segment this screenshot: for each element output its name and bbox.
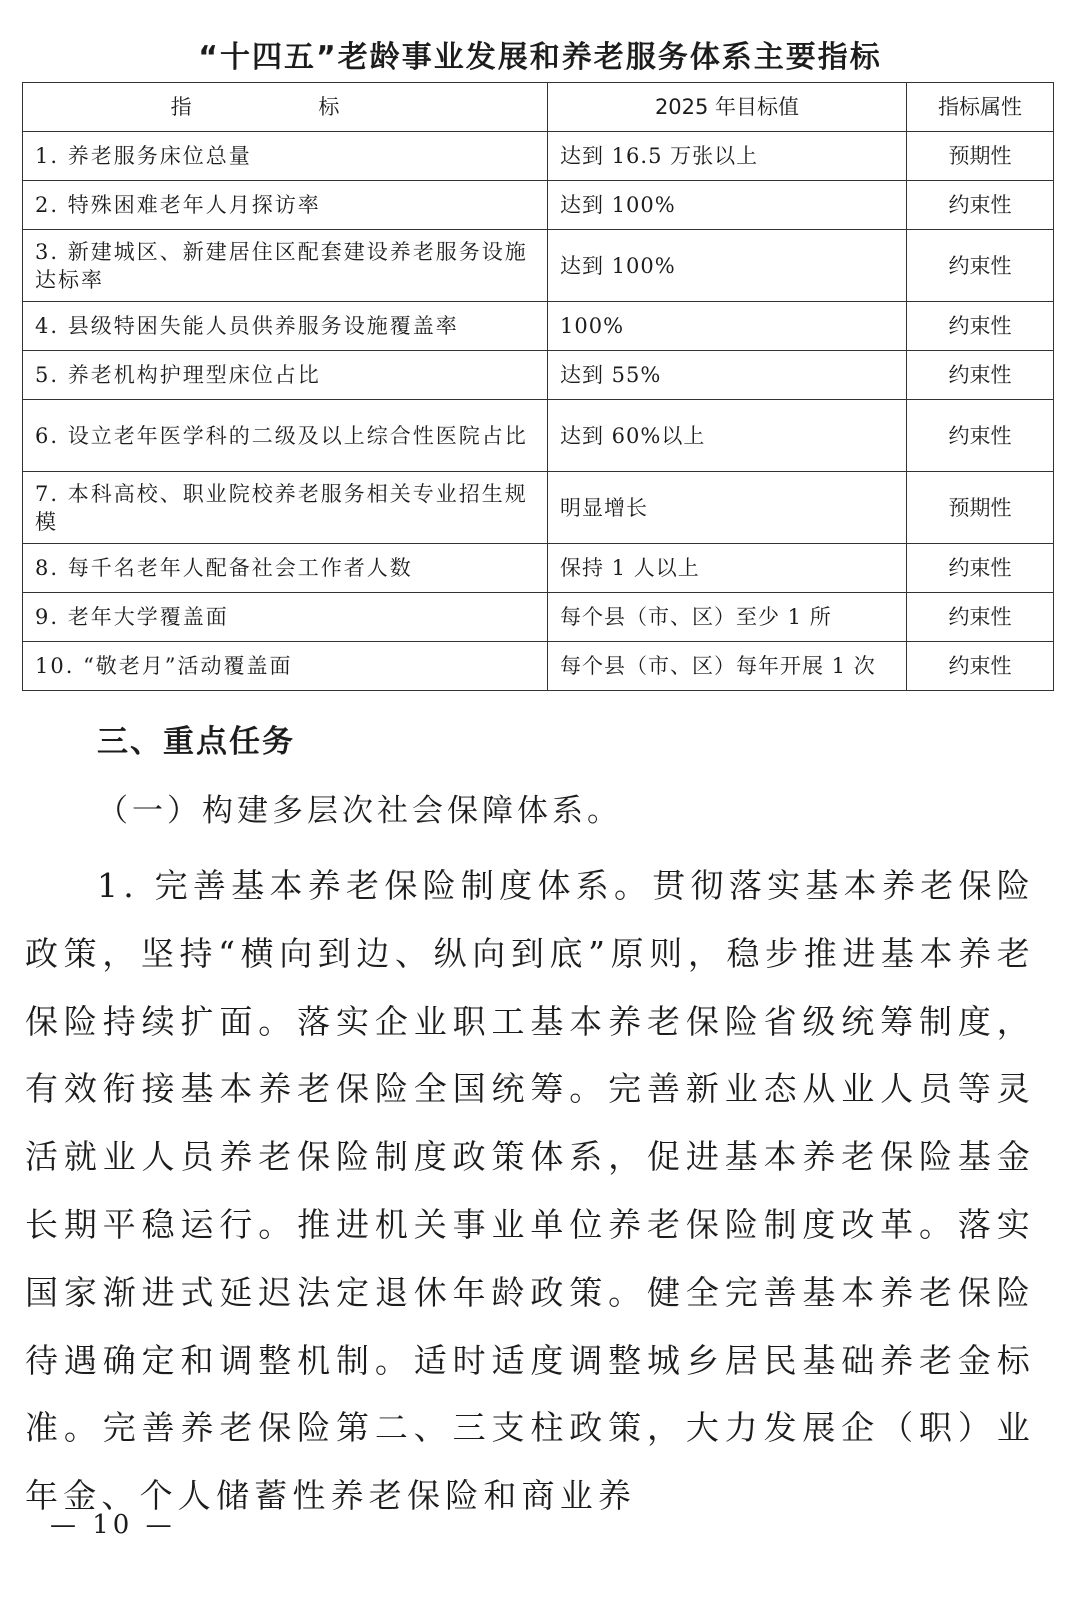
table-row [23, 230, 1054, 302]
table-row [23, 544, 1054, 593]
table-row [23, 181, 1054, 230]
indicator-name: 9. 老年大学覆盖面 [23, 593, 548, 642]
table-row [23, 400, 1054, 472]
indicator-target: 达到 60%以上 [548, 400, 907, 472]
indicator-attribute: 约束性 [907, 593, 1054, 642]
indicator-target: 达到 55% [548, 351, 907, 400]
table-title: “十四五”老龄事业发展和养老服务体系主要指标 [198, 40, 882, 75]
indicator-target: 达到 16.5 万张以上 [548, 132, 907, 181]
table-row [23, 472, 1054, 544]
indicator-attribute: 约束性 [907, 351, 1054, 400]
indicator-name: 1. 养老服务床位总量 [23, 132, 548, 181]
table-row [23, 302, 1054, 351]
indicator-name: 6. 设立老年医学科的二级及以上综合性医院占比 [23, 400, 548, 472]
indicator-name: 7. 本科高校、职业院校养老服务相关专业招生规模 [23, 472, 548, 544]
table-row [23, 642, 1054, 691]
indicator-name: 4. 县级特困失能人员供养服务设施覆盖率 [23, 302, 548, 351]
indicator-name: 10. “敬老月”活动覆盖面 [23, 642, 548, 691]
table-header-row [23, 83, 1054, 132]
indicators-table [22, 82, 1054, 691]
indicator-target: 明显增长 [548, 472, 907, 544]
indicator-attribute: 预期性 [907, 472, 1054, 544]
indicator-name: 5. 养老机构护理型床位占比 [23, 351, 548, 400]
indicator-name: 3. 新建城区、新建居住区配套建设养老服务设施达标率 [23, 230, 548, 302]
header-indicator: 指 标 [23, 83, 548, 132]
header-target: 2025 年目标值 [548, 83, 907, 132]
section-heading: 三、重点任务 [97, 724, 295, 760]
indicator-attribute: 约束性 [907, 302, 1054, 351]
indicator-target: 每个县（市、区）至少 1 所 [548, 593, 907, 642]
body-paragraph: 1. 完善基本养老保险制度体系。贯彻落实基本养老保险政策，坚持“横向到边、纵向到底”原则，稳步推进基本养老保险持续扩面。落实企业职工基本养老保险省级统筹制度，有效衔接基本养老保险全国统筹。完善新业态从业人员等灵活就业人员养老保险制度政策体系，促进基本养老保险基金长期平稳运行。推进机关事业单位养老保险制度改革。落实国家渐进式延迟法定退休年龄政策。健全完善基本养老保险待遇确定和调整机制。适时适度调整城乡居民基础养老金标准。完善养老保险第二、三支柱政策，大力发展企（职）业年金、个人储蓄性养老保险和商业养 [25, 866, 1035, 1516]
table-row [23, 132, 1054, 181]
indicator-attribute: 约束性 [907, 181, 1054, 230]
indicator-target: 100% [548, 302, 907, 351]
indicator-attribute: 约束性 [907, 230, 1054, 302]
indicator-target: 达到 100% [548, 181, 907, 230]
indicator-attribute: 约束性 [907, 544, 1054, 593]
indicator-name: 8. 每千名老年人配备社会工作者人数 [23, 544, 548, 593]
indicator-target: 每个县（市、区）每年开展 1 次 [548, 642, 907, 691]
indicator-name: 2. 特殊困难老年人月探访率 [23, 181, 548, 230]
table-row [23, 351, 1054, 400]
table-row [23, 593, 1054, 642]
indicator-target: 达到 100% [548, 230, 907, 302]
indicator-target: 保持 1 人以上 [548, 544, 907, 593]
indicator-attribute: 预期性 [907, 132, 1054, 181]
subsection-heading: （一）构建多层次社会保障体系。 [97, 793, 622, 829]
header-attribute: 指标属性 [907, 83, 1054, 132]
indicator-attribute: 约束性 [907, 400, 1054, 472]
page-number: — 10 — [50, 1510, 176, 1540]
indicator-attribute: 约束性 [907, 642, 1054, 691]
